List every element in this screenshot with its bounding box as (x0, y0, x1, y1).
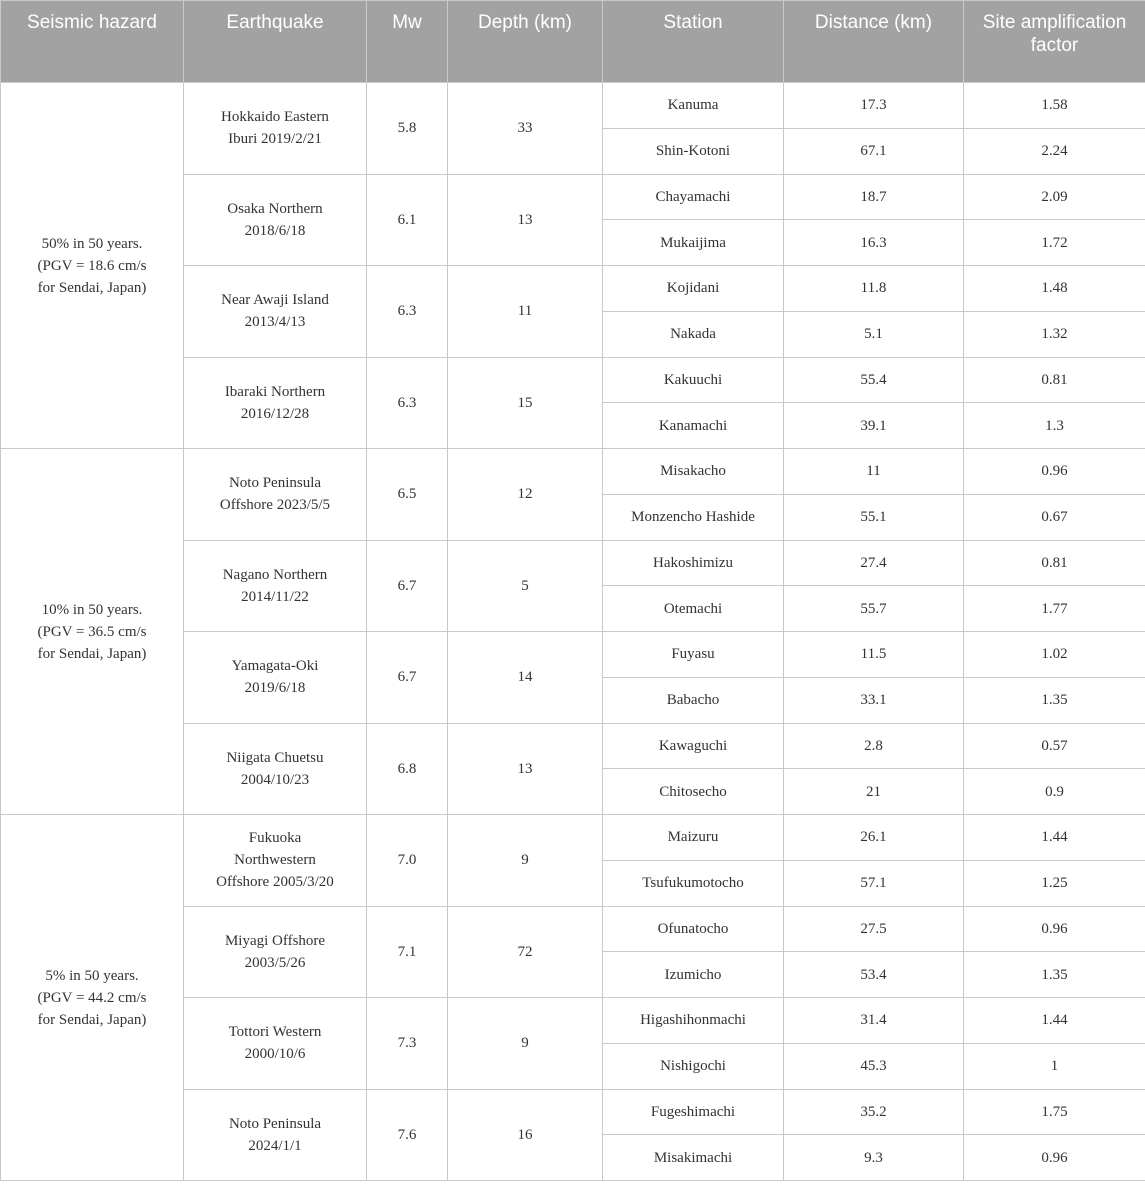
site-amplification-factor-cell: 1.35 (964, 952, 1145, 998)
seismic-hazard-line: (PGV = 36.5 cm/s (37, 623, 147, 640)
site-amplification-factor-cell: 1.72 (964, 220, 1145, 266)
distance-cell: 9.3 (784, 1135, 964, 1181)
depth-cell: 13 (448, 723, 603, 815)
site-amplification-factor-cell: 2.09 (964, 174, 1145, 220)
distance-cell: 18.7 (784, 174, 964, 220)
site-amplification-factor-cell: 1 (964, 1043, 1145, 1089)
station-cell: Kanuma (603, 83, 784, 129)
mw-cell: 6.7 (367, 540, 448, 632)
seismic-hazard-line: 5% in 50 years. (45, 967, 139, 984)
station-cell: Otemachi (603, 586, 784, 632)
mw-cell: 7.0 (367, 815, 448, 907)
station-cell: Fugeshimachi (603, 1089, 784, 1135)
station-cell: Izumicho (603, 952, 784, 998)
distance-cell: 11 (784, 449, 964, 495)
earthquake-name-line: 2016/12/28 (240, 405, 310, 422)
site-amplification-factor-cell: 1.44 (964, 815, 1145, 861)
earthquake-name-line: 2024/1/1 (248, 1137, 302, 1154)
earthquake-cell (184, 1089, 367, 1181)
mw-cell: 6.1 (367, 174, 448, 266)
earthquake-name-line: 2004/10/23 (240, 771, 310, 788)
table-body (1, 83, 1145, 1181)
earthquake-name-line: Ibaraki Northern (224, 383, 326, 400)
mw-cell: 7.3 (367, 998, 448, 1090)
site-amplification-factor-cell: 1.48 (964, 266, 1145, 312)
seismic-hazard-cell (1, 815, 184, 1181)
earthquake-cell (184, 632, 367, 724)
station-cell: Shin-Kotoni (603, 128, 784, 174)
earthquake-cell (184, 906, 367, 998)
earthquake-name-line: Offshore 2023/5/5 (219, 497, 331, 514)
site-amplification-factor-cell: 1.02 (964, 632, 1145, 678)
mw-cell: 6.3 (367, 357, 448, 449)
earthquake-name-line: Noto Peninsula (228, 475, 322, 492)
seismic-hazard-cell (1, 83, 184, 449)
depth-cell: 5 (448, 540, 603, 632)
station-cell: Kawaguchi (603, 723, 784, 769)
mw-cell: 6.5 (367, 449, 448, 541)
seismic-hazard-line: for Sendai, Japan) (37, 279, 147, 296)
earthquake-name-line: 2014/11/22 (241, 588, 309, 605)
distance-cell: 27.5 (784, 906, 964, 952)
site-amplification-factor-cell: 0.57 (964, 723, 1145, 769)
mw-cell: 6.8 (367, 723, 448, 815)
distance-cell: 35.2 (784, 1089, 964, 1135)
site-amplification-factor-cell: 1.32 (964, 311, 1145, 357)
seismic-hazard-line: 50% in 50 years. (41, 235, 143, 252)
station-cell: Fuyasu (603, 632, 784, 678)
distance-cell: 11.5 (784, 632, 964, 678)
site-amplification-factor-cell: 0.96 (964, 1135, 1145, 1181)
station-cell: Misakimachi (603, 1135, 784, 1181)
seismic-hazard-line: 10% in 50 years. (41, 601, 143, 618)
distance-cell: 55.7 (784, 586, 964, 632)
distance-cell: 11.8 (784, 266, 964, 312)
seismic-hazard-line: (PGV = 44.2 cm/s (37, 989, 147, 1006)
station-cell: Higashihonmachi (603, 998, 784, 1044)
site-amplification-factor-cell: 0.67 (964, 494, 1145, 540)
seismic-hazard-line: for Sendai, Japan) (37, 645, 147, 662)
earthquake-name-line: Noto Peninsula (228, 1115, 322, 1132)
station-cell: Hakoshimizu (603, 540, 784, 586)
header-site-amplification-factor: Site amplification factor (964, 1, 1145, 83)
station-cell: Monzencho Hashide (603, 494, 784, 540)
site-amplification-factor-cell: 1.75 (964, 1089, 1145, 1135)
site-amplification-factor-cell: 0.96 (964, 906, 1145, 952)
earthquake-name-line: Hokkaido Eastern (221, 109, 329, 126)
mw-cell: 5.8 (367, 83, 448, 175)
site-amplification-factor-cell: 1.25 (964, 860, 1145, 906)
station-cell: Kakuuchi (603, 357, 784, 403)
station-cell: Maizuru (603, 815, 784, 861)
distance-cell: 33.1 (784, 677, 964, 723)
distance-cell: 2.8 (784, 723, 964, 769)
depth-cell: 12 (448, 449, 603, 541)
depth-cell: 13 (448, 174, 603, 266)
distance-cell: 55.4 (784, 357, 964, 403)
earthquake-name-line: Tottori Western (228, 1024, 322, 1041)
distance-cell: 31.4 (784, 998, 964, 1044)
header-depth: Depth (km) (448, 1, 603, 83)
earthquake-cell (184, 83, 367, 175)
station-cell: Mukaijima (603, 220, 784, 266)
mw-cell: 6.3 (367, 266, 448, 358)
distance-cell: 67.1 (784, 128, 964, 174)
site-amplification-factor-cell: 0.9 (964, 769, 1145, 815)
mw-cell: 7.1 (367, 906, 448, 998)
earthquake-name-line: 2000/10/6 (244, 1046, 306, 1063)
earthquake-name-line: Nagano Northern (222, 566, 328, 583)
earthquake-name-line: Iburi 2019/2/21 (228, 131, 322, 148)
earthquake-name-line: Fukuoka (248, 830, 302, 847)
station-cell: Chitosecho (603, 769, 784, 815)
station-cell: Nakada (603, 311, 784, 357)
table-row (1, 815, 1145, 861)
earthquake-cell (184, 357, 367, 449)
station-cell: Chayamachi (603, 174, 784, 220)
header-earthquake: Earthquake (184, 1, 367, 83)
earthquake-cell (184, 998, 367, 1090)
site-amplification-factor-cell: 0.81 (964, 357, 1145, 403)
site-amplification-factor-cell: 1.77 (964, 586, 1145, 632)
earthquake-cell (184, 266, 367, 358)
header-mw: Mw (367, 1, 448, 83)
earthquake-name-line: 2013/4/13 (244, 314, 306, 331)
depth-cell: 9 (448, 815, 603, 907)
distance-cell: 27.4 (784, 540, 964, 586)
depth-cell: 33 (448, 83, 603, 175)
depth-cell: 15 (448, 357, 603, 449)
site-amplification-factor-cell: 1.3 (964, 403, 1145, 449)
header-row (1, 1, 1145, 83)
distance-cell: 17.3 (784, 83, 964, 129)
earthquake-name-line: Near Awaji Island (221, 292, 329, 309)
distance-cell: 39.1 (784, 403, 964, 449)
site-amplification-factor-cell: 1.35 (964, 677, 1145, 723)
station-cell: Kojidani (603, 266, 784, 312)
distance-cell: 57.1 (784, 860, 964, 906)
earthquake-name-line: Offshore 2005/3/20 (216, 874, 334, 891)
station-cell: Ofunatocho (603, 906, 784, 952)
site-amplification-factor-cell: 2.24 (964, 128, 1145, 174)
site-amplification-factor-cell: 1.58 (964, 83, 1145, 129)
site-amplification-factor-cell: 0.96 (964, 449, 1145, 495)
earthquake-cell (184, 174, 367, 266)
seismic-hazard-line: (PGV = 18.6 cm/s (37, 257, 147, 274)
station-cell: Babacho (603, 677, 784, 723)
depth-cell: 11 (448, 266, 603, 358)
header-seismic-hazard: Seismic hazard (1, 1, 184, 83)
distance-cell: 21 (784, 769, 964, 815)
depth-cell: 14 (448, 632, 603, 724)
seismic-hazard-cell (1, 449, 184, 815)
station-cell: Kanamachi (603, 403, 784, 449)
earthquake-cell (184, 815, 367, 907)
distance-cell: 5.1 (784, 311, 964, 357)
earthquake-name-line: Northwestern (234, 852, 316, 869)
seismic-hazard-line: for Sendai, Japan) (37, 1011, 147, 1028)
station-cell: Misakacho (603, 449, 784, 495)
earthquake-cell (184, 449, 367, 541)
earthquake-name-line: Osaka Northern (227, 200, 323, 217)
distance-cell: 45.3 (784, 1043, 964, 1089)
depth-cell: 16 (448, 1089, 603, 1181)
distance-cell: 16.3 (784, 220, 964, 266)
distance-cell: 55.1 (784, 494, 964, 540)
mw-cell: 7.6 (367, 1089, 448, 1181)
header-station: Station (603, 1, 784, 83)
earthquake-name-line: Yamagata-Oki (231, 658, 319, 675)
table-row (1, 449, 1145, 495)
site-amplification-factor-cell: 1.44 (964, 998, 1145, 1044)
earthquake-cell (184, 540, 367, 632)
earthquake-name-line: 2018/6/18 (244, 222, 306, 239)
mw-cell: 6.7 (367, 632, 448, 724)
earthquake-cell (184, 723, 367, 815)
distance-cell: 53.4 (784, 952, 964, 998)
depth-cell: 72 (448, 906, 603, 998)
table-row (1, 83, 1145, 129)
header-distance: Distance (km) (784, 1, 964, 83)
station-cell: Tsufukumotocho (603, 860, 784, 906)
station-cell: Nishigochi (603, 1043, 784, 1089)
distance-cell: 26.1 (784, 815, 964, 861)
earthquake-name-line: 2003/5/26 (244, 954, 306, 971)
earthquake-name-line: Niigata Chuetsu (226, 749, 324, 766)
earthquake-name-line: 2019/6/18 (244, 680, 306, 697)
earthquake-name-line: Miyagi Offshore (224, 932, 326, 949)
site-amplification-factor-cell: 0.81 (964, 540, 1145, 586)
depth-cell: 9 (448, 998, 603, 1090)
